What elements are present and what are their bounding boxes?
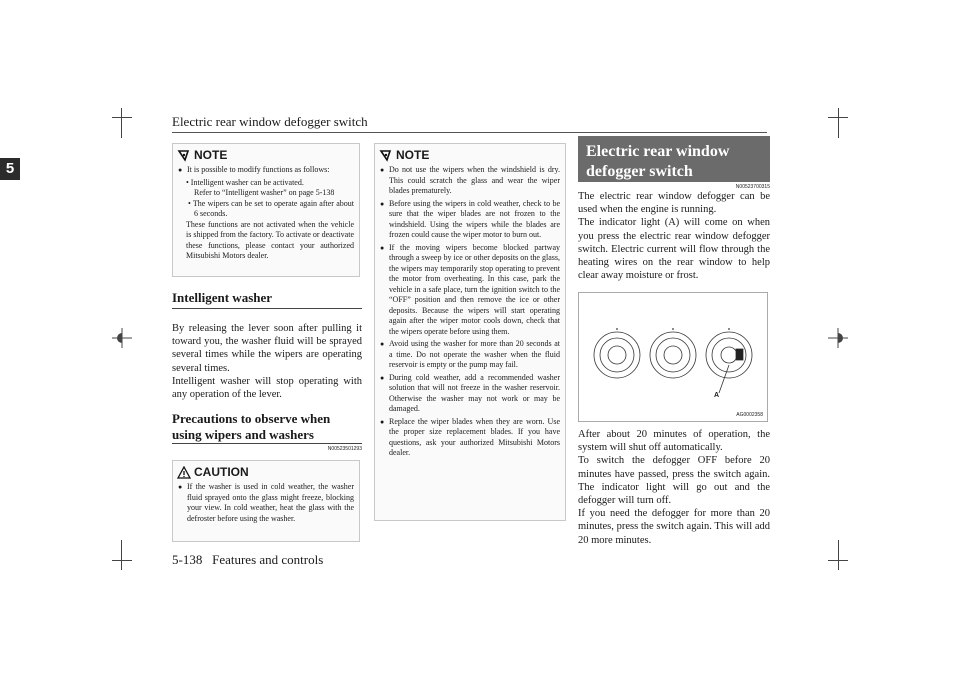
crop-mark <box>828 117 848 118</box>
note-item: ● During cold weather, add a recommended washer solution that will not freeze in the washer reservoir. Otherwise the washer may not work or may be damaged. <box>380 373 560 415</box>
paragraph-text: The indicator light (A) will come on when you press the electric rear window defogger switch. Electric current will flow through the heating wires on the rear window to help clear away moisture or frost. <box>578 217 770 282</box>
note-reference: Refer to “Intelligent washer” on page 5-138 <box>194 188 335 197</box>
note-box <box>374 143 566 521</box>
crop-mark <box>838 108 839 138</box>
defogger-switch-figure <box>578 292 768 422</box>
note-item: ● Avoid using the washer for more than 20 seconds at a time. Do not operate the washer when the fluid reservoir is empty or the pump may fail. <box>380 339 560 371</box>
page-header-title: Electric rear window defogger switch <box>172 114 368 129</box>
heading-intelligent-washer: Intelligent washer <box>172 290 273 305</box>
caution-label: CAUTION <box>194 465 249 479</box>
page-number: 5-138 <box>172 552 203 567</box>
footer-section: Features and controls <box>212 552 324 567</box>
page-footer <box>172 552 323 568</box>
paragraph-text: Intelligent washer will stop operating with any operation of the lever. <box>172 375 362 401</box>
note-heading <box>177 148 354 162</box>
paragraph-text: After about 20 minutes of operation, the system will shut off automatically. <box>578 429 770 454</box>
crop-mark <box>112 560 132 561</box>
crop-mark <box>121 108 122 138</box>
heading-rule <box>172 443 362 444</box>
note-icon <box>379 149 393 162</box>
paragraph-text: If you need the defogger for more than 20 minutes, press the switch again. This will add 20 more minutes. <box>578 508 770 546</box>
paragraph <box>172 322 362 401</box>
heading-rule <box>172 308 362 309</box>
crop-mark <box>838 540 839 570</box>
paragraph-text: To switch the defogger OFF before 20 minutes have passed, press the switch again. The indicator light will go out and the defogger will turn off. <box>578 455 770 507</box>
section-code: N00523501293 <box>327 446 362 452</box>
crop-mark <box>121 540 122 570</box>
note-label: NOTE <box>396 148 430 162</box>
climate-control-dials-illustration <box>579 293 767 421</box>
note-item: ● Before using the wipers in cold weather, check to be sure that the wiper blades are not frozen to the windshield. Using the wipers while the blades are frozen could cause the wiper motor to burn out. <box>380 199 560 241</box>
section-code: N00523700315 <box>735 184 770 190</box>
note-box <box>172 143 360 277</box>
note-item: ● If the moving wipers become blocked partway through a sweep by ice or other deposits on the glass, the wipers may temporarily stop operating to prevent the motor from overheating. In this case, park the vehicle in a safe place, turn the ignition switch to the “OFF” position and then remove the ice or other deposits. Because the wipers will start operating again after the wiper motor cools down, check that the wipers operate before using them. <box>380 243 560 338</box>
crop-mark <box>112 117 132 118</box>
warning-triangle-icon <box>177 466 191 479</box>
caution-box <box>172 460 360 542</box>
note-item: ● Replace the wiper blades when they are worn. Use the proper size replacement blades. If you have questions, ask your authorized Mitsubishi Motors dealer. <box>380 417 560 459</box>
indicator-callout-label: A <box>714 392 720 399</box>
figure-code: AG0002358 <box>736 412 763 418</box>
crop-mark <box>828 560 848 561</box>
note-subitem: • The wipers can be set to operate again after about 6 seconds. <box>188 198 354 218</box>
registration-mark <box>828 328 848 348</box>
section-heading: Electric rear window defogger switch <box>586 143 730 180</box>
note-item: ● Do not use the wipers when the windshield is dry. This could scratch the glass and wear the wiper blades prematurely. <box>380 165 560 197</box>
caution-heading <box>177 465 354 479</box>
note-heading <box>379 148 560 162</box>
paragraph-text: The electric rear window defogger can be used when the engine is running. <box>578 191 770 216</box>
heading-precautions: Precautions to observe when using wipers and washers <box>172 411 331 442</box>
registration-mark <box>112 328 132 348</box>
note-label: NOTE <box>194 148 228 162</box>
note-subitem: • Intelligent washer can be activated. <box>186 177 304 187</box>
header-rule <box>172 132 767 133</box>
chapter-tab: 5 <box>0 158 20 180</box>
paragraph <box>578 428 770 547</box>
paragraph-text: By releasing the lever soon after pulling it toward you, the washer fluid will be sprayed several times while the wipers are operating several times. <box>172 323 362 374</box>
note-icon <box>177 149 191 162</box>
section-heading-box <box>578 136 770 182</box>
note-item: ● It is possible to modify functions as follows: <box>178 165 354 176</box>
paragraph <box>578 190 770 282</box>
note-paragraph: These functions are not activated when the vehicle is shipped from the factory. To activate or deactivate these functions, please contact your authorized Mitsubishi Motors dealer. <box>186 219 354 260</box>
caution-item: ● If the washer is used in cold weather, the washer fluid sprayed onto the glass might freeze, blocking your view. In cold weather, heat the glass with the defroster before using the washer. <box>178 482 354 524</box>
